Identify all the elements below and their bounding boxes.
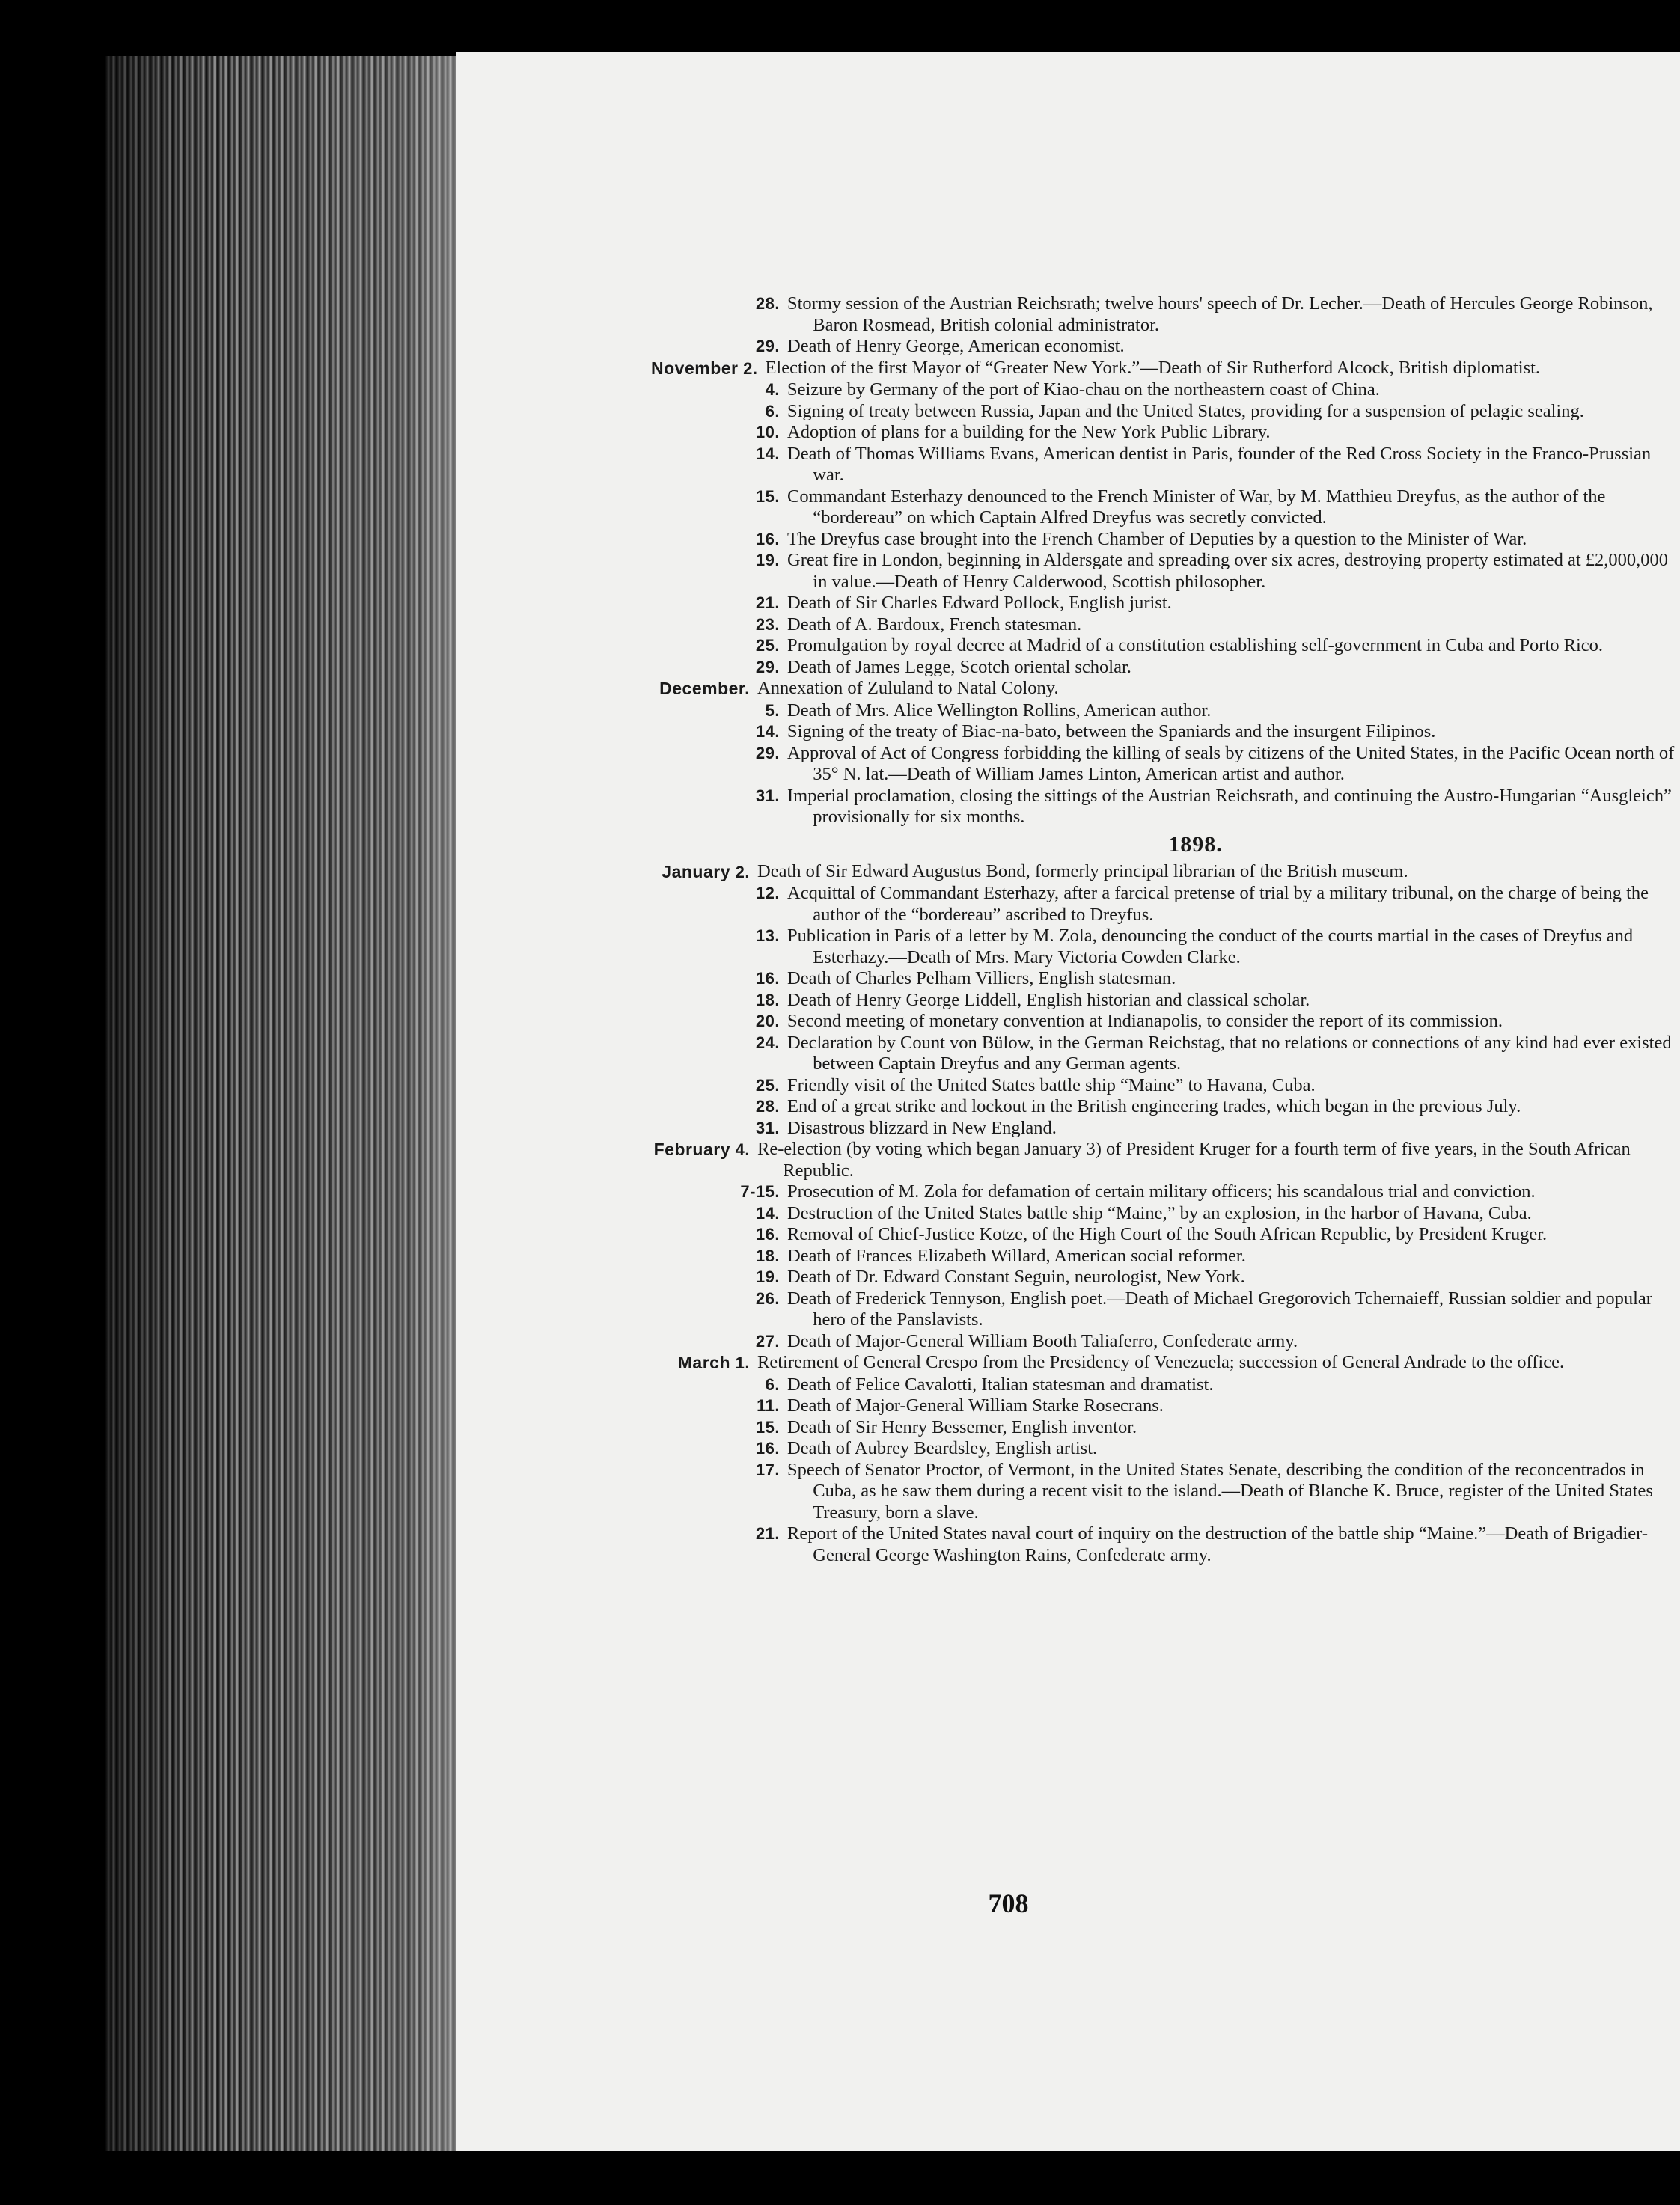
day-number: 21. bbox=[755, 593, 780, 612]
entry-date-label bbox=[681, 550, 787, 572]
year-heading: 1898. bbox=[1168, 831, 1223, 857]
chronology-entry bbox=[681, 1331, 1680, 1353]
day-number: 4. bbox=[735, 1140, 750, 1159]
entry-text: Approval of Act of Congress forbidding the killing of seals by citizens of the United States, in the Pacific Ocean north of 35° N. lat.—Death of William James Linton, American artist and author. bbox=[787, 742, 1675, 784]
day-number: 11. bbox=[757, 1396, 780, 1415]
chronology-entry bbox=[681, 883, 1680, 926]
month-label: January bbox=[662, 861, 731, 881]
entry-text: Removal of Chief-Justice Kotze, of the High Court of the South African Republic, by President Kruger. bbox=[787, 1224, 1548, 1244]
day-number: 31. bbox=[755, 1118, 780, 1137]
chronology-entry bbox=[681, 336, 1680, 358]
day-number: 16. bbox=[755, 1225, 780, 1244]
entry-date-label bbox=[681, 1096, 787, 1118]
entry-text: End of a great strike and lockout in the British engineering trades, which began in the previous July. bbox=[787, 1096, 1521, 1116]
day-number: 13. bbox=[755, 926, 780, 945]
entry-date-label bbox=[681, 1267, 787, 1288]
entry-date-label bbox=[681, 721, 787, 743]
entry-date-label bbox=[681, 926, 787, 947]
entry-text: Report of the United States naval court of inquiry on the destruction of the battle ship “Maine.”—Death of Brigadier-General George Washington Rains, Confederate army. bbox=[787, 1523, 1649, 1565]
entry-date-label bbox=[681, 1417, 787, 1439]
entry-date-label bbox=[681, 379, 787, 401]
entry-date-label bbox=[681, 1331, 787, 1353]
entry-text: Death of Dr. Edward Constant Seguin, neurologist, New York. bbox=[787, 1267, 1245, 1287]
day-number: 28. bbox=[755, 1097, 780, 1116]
entry-text: Seizure by Germany of the port of Kiao-chau on the northeastern coast of China. bbox=[787, 379, 1380, 400]
chronology-entry bbox=[681, 635, 1680, 657]
entry-date-label bbox=[651, 1139, 757, 1161]
entry-date-label bbox=[681, 635, 787, 657]
entry-date-label bbox=[681, 593, 787, 614]
month-label: December. bbox=[659, 679, 750, 698]
entry-date-label bbox=[651, 1352, 757, 1374]
chronology-entry bbox=[677, 1352, 1680, 1374]
day-number: 18. bbox=[755, 990, 780, 1009]
entry-date-label bbox=[681, 968, 787, 990]
day-number: 19. bbox=[755, 551, 780, 569]
chronology-content bbox=[651, 293, 1680, 1566]
chronology-entry bbox=[681, 1267, 1680, 1288]
chronology-entry bbox=[681, 1033, 1680, 1075]
entry-text: Death of Major-General William Starke Rosecrans. bbox=[787, 1395, 1164, 1416]
entry-text: Death of Aubrey Beardsley, English artist. bbox=[787, 1438, 1098, 1458]
entry-date-label bbox=[681, 657, 787, 679]
day-number: 29. bbox=[755, 657, 780, 676]
entry-text: Death of Sir Henry Bessemer, English inventor. bbox=[787, 1416, 1137, 1437]
month-label: November bbox=[651, 358, 739, 378]
entry-date-label bbox=[681, 1203, 787, 1225]
chronology-entry bbox=[681, 379, 1680, 401]
chronology-entry bbox=[681, 422, 1680, 444]
day-number: 18. bbox=[755, 1246, 780, 1265]
entry-date-label bbox=[681, 422, 787, 444]
day-number: 16. bbox=[755, 969, 780, 988]
chronology-entry bbox=[681, 1417, 1680, 1439]
entry-date-label bbox=[681, 336, 787, 358]
day-number: 15. bbox=[755, 486, 780, 506]
entry-date-label bbox=[651, 861, 757, 884]
entry-date-label bbox=[681, 743, 787, 765]
entry-date-label bbox=[681, 1224, 787, 1246]
day-number: 25. bbox=[755, 1075, 780, 1095]
entry-text: Death of Sir Edward Augustus Bond, formerly principal librarian of the British museum. bbox=[757, 860, 1408, 881]
entry-text: Acquittal of Commandant Esterhazy, after a farcical pretense of trial by a military tribunal, on the charge of being the author of the “bordereau” ascribed to Dreyfus. bbox=[787, 883, 1649, 925]
entry-text: Prosecution of M. Zola for defamation of certain military officers; his scandalous trial and conviction. bbox=[787, 1181, 1536, 1202]
day-number: 21. bbox=[755, 1524, 780, 1543]
entry-date-label bbox=[681, 486, 787, 508]
entry-text: Re-election (by voting which began January 3) of President Kruger for a fourth term of five years, in the South African Republic. bbox=[757, 1139, 1631, 1181]
entry-date-label bbox=[681, 529, 787, 551]
chronology-entry bbox=[681, 1374, 1680, 1396]
entry-text: Stormy session of the Austrian Reichsrath; twelve hours' speech of Dr. Lecher.—Death of Hercules George Robinson, Baron Rosmead, British colonial administrator. bbox=[787, 293, 1653, 335]
day-number: 2. bbox=[735, 862, 750, 881]
entry-text: Death of Frances Elizabeth Willard, American social reformer. bbox=[787, 1245, 1246, 1266]
day-number: 2. bbox=[743, 358, 758, 378]
chronology-entry bbox=[681, 657, 1680, 679]
day-number: 27. bbox=[755, 1331, 780, 1351]
chronology-entry bbox=[681, 721, 1680, 743]
entry-date-label bbox=[681, 1288, 787, 1310]
entry-text: Disastrous blizzard in New England. bbox=[787, 1117, 1057, 1138]
day-number: 1. bbox=[735, 1354, 750, 1372]
chronology-entry bbox=[651, 357, 1680, 380]
chronology-entry bbox=[681, 1460, 1680, 1524]
chronology-entry bbox=[681, 1011, 1680, 1033]
chronology-entry bbox=[681, 968, 1680, 990]
day-number: 31. bbox=[755, 786, 780, 805]
entry-text: Death of A. Bardoux, French statesman. bbox=[787, 614, 1082, 634]
entry-text: Friendly visit of the United States battle ship “Maine” to Havana, Cuba. bbox=[787, 1074, 1316, 1095]
day-number: 24. bbox=[755, 1033, 780, 1052]
day-number: 23. bbox=[755, 614, 780, 634]
entry-text: Publication in Paris of a letter by M. Zola, denouncing the conduct of the courts martial in the cases of Dreyfus and Esterhazy.—Death of Mrs. Mary Victoria Cowden Clarke. bbox=[787, 926, 1634, 967]
month-label: February bbox=[653, 1140, 731, 1159]
entry-date-label bbox=[681, 1033, 787, 1054]
day-number: 14. bbox=[755, 722, 780, 741]
day-number: 5. bbox=[765, 700, 780, 720]
chronology-entry bbox=[681, 593, 1680, 614]
chronology-entry bbox=[659, 678, 1680, 700]
day-number: 14. bbox=[755, 444, 780, 463]
chronology-entry bbox=[681, 293, 1680, 336]
day-number: 19. bbox=[755, 1267, 780, 1286]
chronology-entry bbox=[653, 1139, 1680, 1181]
entry-text: Death of Henry George, American economist. bbox=[787, 336, 1125, 356]
chronology-entry bbox=[681, 786, 1680, 828]
entry-date-label bbox=[681, 1374, 787, 1396]
chronology-entry bbox=[681, 700, 1680, 722]
chronology-entry bbox=[681, 1096, 1680, 1118]
day-number: 17. bbox=[755, 1460, 780, 1479]
entry-date-label bbox=[681, 700, 787, 722]
entry-date-label bbox=[681, 1246, 787, 1267]
entry-text: Adoption of plans for a building for the New York Public Library. bbox=[787, 422, 1271, 442]
entry-date-label bbox=[681, 1460, 787, 1481]
entry-date-label bbox=[681, 444, 787, 465]
entry-text: Commandant Esterhazy denounced to the French Minister of War, by M. Matthieu Dreyfus, as the author of the “bordereau” on which Captain Alfred Dreyfus was secretly convicted. bbox=[787, 486, 1606, 527]
chronology-entry bbox=[681, 1246, 1680, 1267]
day-number: 10. bbox=[755, 423, 780, 441]
day-number: 4. bbox=[765, 380, 780, 399]
day-number: 25. bbox=[755, 636, 780, 655]
entry-text: Signing of the treaty of Biac-na-bato, between the Spaniards and the insurgent Filipinos. bbox=[787, 721, 1436, 741]
chronology-entry bbox=[681, 990, 1680, 1012]
day-number: 15. bbox=[755, 1417, 780, 1437]
day-number: 6. bbox=[765, 401, 780, 420]
chronology-entry bbox=[681, 1395, 1680, 1417]
entry-date-label bbox=[681, 1438, 787, 1460]
entry-date-label bbox=[681, 1118, 787, 1140]
entry-date-label bbox=[681, 401, 787, 423]
entry-text: Death of Sir Charles Edward Pollock, English jurist. bbox=[787, 593, 1172, 613]
day-number: 16. bbox=[755, 529, 780, 548]
chronology-entry bbox=[681, 1224, 1680, 1246]
entry-date-label bbox=[681, 1181, 787, 1203]
entry-text: Election of the first Mayor of “Greater New York.”—Death of Sir Rutherford Alcock, British diplomatist. bbox=[765, 357, 1541, 378]
day-number: 6. bbox=[765, 1374, 780, 1394]
chronology-entry bbox=[681, 1438, 1680, 1460]
entry-text: Declaration by Count von Bülow, in the German Reichstag, that no relations or connections of any kind had ever existed between Captain Dreyfus and any German agents. bbox=[787, 1032, 1672, 1074]
entry-text: Second meeting of monetary convention at Indianapolis, to consider the report of its commission. bbox=[787, 1011, 1503, 1031]
chronology-entry bbox=[681, 1203, 1680, 1225]
chronology-entry bbox=[681, 444, 1680, 486]
day-number: 29. bbox=[755, 337, 780, 355]
entry-text: Signing of treaty between Russia, Japan and the United States, providing for a suspension of pelagic sealing. bbox=[787, 400, 1584, 421]
page-number: 708 bbox=[988, 1889, 1029, 1918]
day-number: 12. bbox=[755, 884, 780, 902]
chronology-entry bbox=[681, 1181, 1680, 1203]
chronology-entry bbox=[681, 1523, 1680, 1566]
entry-date-label bbox=[681, 1075, 787, 1097]
entry-text: Death of James Legge, Scotch oriental scholar. bbox=[787, 656, 1131, 677]
entry-date-label bbox=[681, 883, 787, 905]
day-number: 14. bbox=[755, 1203, 780, 1223]
chronology-entry bbox=[662, 860, 1680, 884]
entry-text: Death of Felice Cavalotti, Italian statesman and dramatist. bbox=[787, 1374, 1214, 1395]
entry-date-label bbox=[681, 614, 787, 636]
entry-text: Annexation of Zululand to Natal Colony. bbox=[757, 678, 1059, 698]
entry-date-label bbox=[681, 1523, 787, 1545]
day-number: 20. bbox=[755, 1012, 780, 1030]
page-edge-scan bbox=[105, 56, 456, 2151]
entry-text: The Dreyfus case brought into the French Chamber of Deputies by a question to the Minister of War. bbox=[787, 528, 1527, 549]
month-label: March bbox=[677, 1353, 731, 1372]
chronology-entry bbox=[681, 550, 1680, 593]
entry-text: Imperial proclamation, closing the sittings of the Austrian Reichsrath, and continuing the Austro-Hungarian “Ausgleich” provisionally for six months. bbox=[787, 785, 1672, 827]
entry-date-label bbox=[681, 1395, 787, 1417]
entry-date-label bbox=[681, 786, 787, 807]
day-number: 29. bbox=[755, 743, 780, 762]
entry-text: Retirement of General Crespo from the Presidency of Venezuela; succession of General Andrade to the office. bbox=[757, 1352, 1565, 1372]
entry-date-label bbox=[681, 1011, 787, 1033]
entry-date-label bbox=[681, 293, 787, 315]
day-number: 16. bbox=[755, 1439, 780, 1458]
entry-text: Destruction of the United States battle ship “Maine,” by an explosion, in the harbor of Havana, Cuba. bbox=[787, 1202, 1532, 1223]
entry-text: Death of Charles Pelham Villiers, English statesman. bbox=[787, 968, 1176, 988]
chronology-entry bbox=[681, 1288, 1680, 1331]
entry-date-label bbox=[651, 358, 765, 380]
chronology-entry bbox=[681, 401, 1680, 423]
day-number: 26. bbox=[755, 1288, 780, 1308]
entry-text: Death of Henry George Liddell, English historian and classical scholar. bbox=[787, 989, 1310, 1010]
entry-date-label bbox=[651, 678, 757, 700]
entry-text: Speech of Senator Proctor, of Vermont, in the United States Senate, describing the condition of the reconcentrados in Cuba, as he saw them during a recent visit to the island.—Death of Blanche K. Bruce, register of the United States Treasury, born a slave. bbox=[787, 1459, 1653, 1523]
chronology-entry bbox=[681, 529, 1680, 551]
day-number: 7-15. bbox=[740, 1182, 780, 1201]
chronology-entry bbox=[681, 743, 1680, 786]
entry-text: Death of Frederick Tennyson, English poet.—Death of Michael Gregorovich Tchernaieff, Russian soldier and popular hero of the Panslavists. bbox=[787, 1288, 1652, 1330]
entry-text: Promulgation by royal decree at Madrid of a constitution establishing self-government in Cuba and Porto Rico. bbox=[787, 635, 1604, 655]
chronology-entry bbox=[681, 1118, 1680, 1140]
chronology-entry bbox=[681, 614, 1680, 636]
chronology-entry bbox=[681, 486, 1680, 529]
entry-text: Death of Mrs. Alice Wellington Rollins, American author. bbox=[787, 700, 1212, 721]
day-number: 28. bbox=[755, 294, 780, 313]
book-page bbox=[456, 52, 1680, 2151]
entry-text: Great fire in London, beginning in Aldersgate and spreading over six acres, destroying property estimated at £2,000,000 in value.—Death of Henry Calderwood, Scottish philosopher. bbox=[787, 550, 1669, 592]
entry-text: Death of Thomas Williams Evans, American dentist in Paris, founder of the Red Cross Society in the Franco-Prussian war. bbox=[787, 443, 1652, 485]
chronology-entry bbox=[681, 1075, 1680, 1097]
entry-date-label bbox=[681, 990, 787, 1012]
chronology-entry bbox=[681, 926, 1680, 968]
entry-text: Death of Major-General William Booth Taliaferro, Confederate army. bbox=[787, 1330, 1298, 1351]
